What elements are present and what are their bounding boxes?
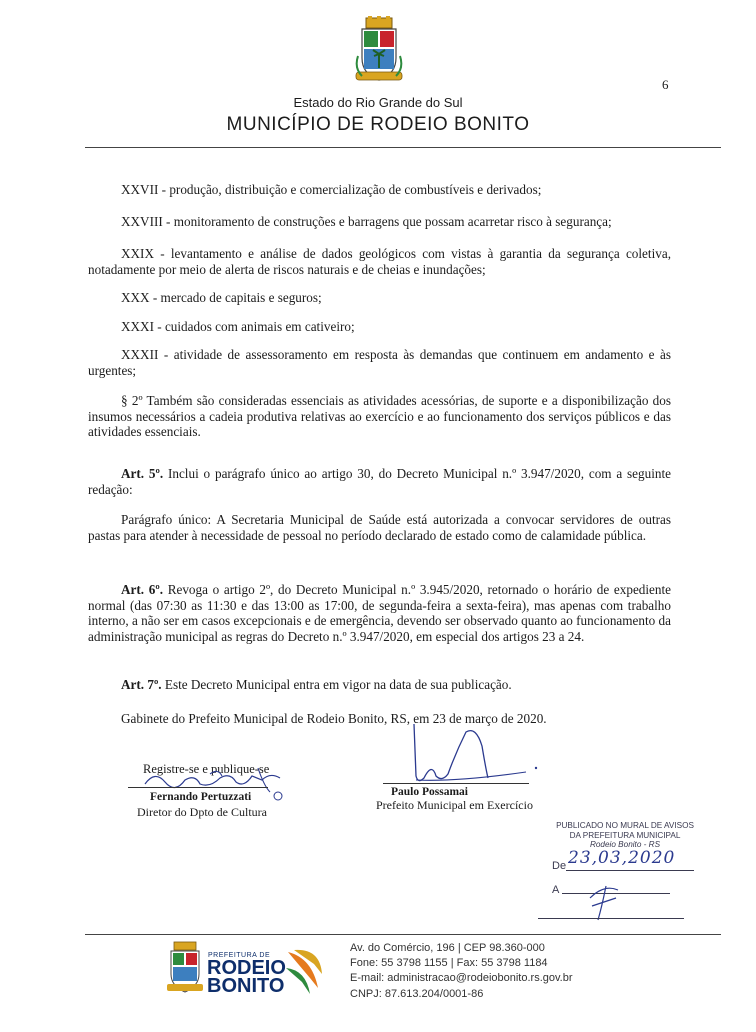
footer-brand-line-2: BONITO bbox=[207, 975, 285, 997]
right-signer-name: Paulo Possamai bbox=[391, 786, 468, 798]
right-signature-scribble-icon bbox=[396, 722, 546, 788]
footer-cnpj: CNPJ: 87.613.204/0001-86 bbox=[350, 987, 484, 1000]
paragraph-2: § 2º Também são consideradas essenciais as atividades acessórias, de suporte e a disponibilização dos insumos necessários a cadeia produtiva relativas ao exercício e ao funcionamento dos serviços públicos e das atividades essenciais. bbox=[88, 393, 671, 439]
stamp-line-2: DA PREFEITURA MUNICIPAL bbox=[569, 830, 681, 840]
footer-brand-line-1: RODEIO bbox=[207, 957, 286, 979]
footer-divider bbox=[85, 934, 721, 935]
article-5-text: Inclui o parágrafo único ao artigo 30, do Decreto Municipal n.º 3.947/2020, com a seguinte redação: bbox=[88, 466, 671, 497]
stamp-date-handwritten: 23,03,2020 bbox=[568, 848, 676, 868]
item-xxxi: XXXI - cuidados com animais em cativeiro; bbox=[121, 319, 355, 334]
item-xxxii: XXXII - atividade de assessoramento em resposta às demandas que continuem em andamento e às urgentes; bbox=[88, 347, 671, 378]
left-signer-title: Diretor do Dpto de Cultura bbox=[137, 805, 267, 819]
right-signer-title: Prefeito Municipal em Exercício bbox=[376, 798, 533, 812]
footer-address: Av. do Comércio, 196 | CEP 98.360-000 bbox=[350, 942, 545, 954]
article-6-label: Art. 6º. bbox=[121, 582, 163, 597]
left-signer-name: Fernando Pertuzzati bbox=[150, 791, 252, 803]
stamp-signature-line bbox=[538, 918, 684, 919]
state-name: Estado do Rio Grande do Sul bbox=[293, 95, 463, 110]
publication-stamp bbox=[535, 821, 715, 850]
item-xxx: XXX - mercado de capitais e seguros; bbox=[121, 290, 322, 305]
item-xxviii: XXVIII - monitoramento de construções e barragens que possam acarretar risco à segurança; bbox=[121, 214, 612, 229]
item-xxvii: XXVII - produção, distribuição e comercialização de combustíveis e derivados; bbox=[121, 182, 542, 197]
footer-contact bbox=[350, 941, 573, 1002]
article-7 bbox=[88, 677, 671, 693]
article-6-text: Revoga o artigo 2º, do Decreto Municipal n.º 3.945/2020, retornado o horário de expediente normal (das 07:30 as 11:30 e das 13:00 as 17:00, de segunda-feira a sexta-feira), mas apenas com trabalho interno, a não ser em casos excepcionais e de emergência, devendo ser observado quanto ao funcionamento da administração municipal as regras do Decreto n.º 3.947/2020, em especial dos artigos 23 a 24. bbox=[88, 582, 672, 644]
stamp-a-prefix: A bbox=[552, 884, 560, 896]
article-7-text: Este Decreto Municipal entra em vigor na data de sua publicação. bbox=[164, 677, 512, 692]
stamp-date-prefix: De bbox=[552, 860, 567, 872]
footer-brand-top: PREFEITURA DE bbox=[208, 952, 271, 959]
footer-email: E-mail: administracao@rodeiobonito.rs.gov.br bbox=[350, 972, 573, 985]
closing-line: Gabinete do Prefeito Municipal de Rodeio Bonito, RS, em 23 de março de 2020. bbox=[121, 711, 547, 726]
right-signature-line bbox=[383, 783, 529, 784]
municipal-crest-icon bbox=[354, 16, 404, 90]
header-divider bbox=[85, 147, 721, 148]
footer-brand-swoosh-icon bbox=[284, 948, 324, 996]
stamp-date-line bbox=[566, 870, 694, 871]
article-6 bbox=[88, 582, 671, 644]
article-5-sole-paragraph: Parágrafo único: A Secretaria Municipal de Saúde está autorizada a convocar servidores de outras pastas para atender à necessidade de pessoal no período declarado de estado como de calamidade pública. bbox=[88, 512, 671, 543]
article-5 bbox=[88, 466, 671, 497]
item-xxix: XXIX - levantamento e análise de dados geológicos com vistas à garantia da segurança coletiva, notadamente por meio de alerta de riscos naturais e de cheias e inundações; bbox=[88, 246, 671, 277]
stamp-line-3: Rodeio Bonito - RS bbox=[589, 840, 661, 849]
left-signature-line bbox=[128, 787, 268, 788]
footer-crest-icon bbox=[166, 940, 204, 996]
footer-logo bbox=[166, 940, 326, 998]
stamp-line-1: PUBLICADO NO MURAL DE AVISOS bbox=[556, 821, 694, 830]
register-note: Registre-se e publique-se bbox=[143, 762, 270, 776]
municipality-name: MUNICÍPIO DE RODEIO BONITO bbox=[226, 114, 530, 135]
page-number: 6 bbox=[662, 77, 669, 92]
article-5-label: Art. 5º. bbox=[121, 466, 164, 481]
article-7-label: Art. 7º. bbox=[121, 677, 162, 692]
footer-phone: Fone: 55 3798 1155 | Fax: 55 3798 1184 bbox=[350, 957, 548, 970]
